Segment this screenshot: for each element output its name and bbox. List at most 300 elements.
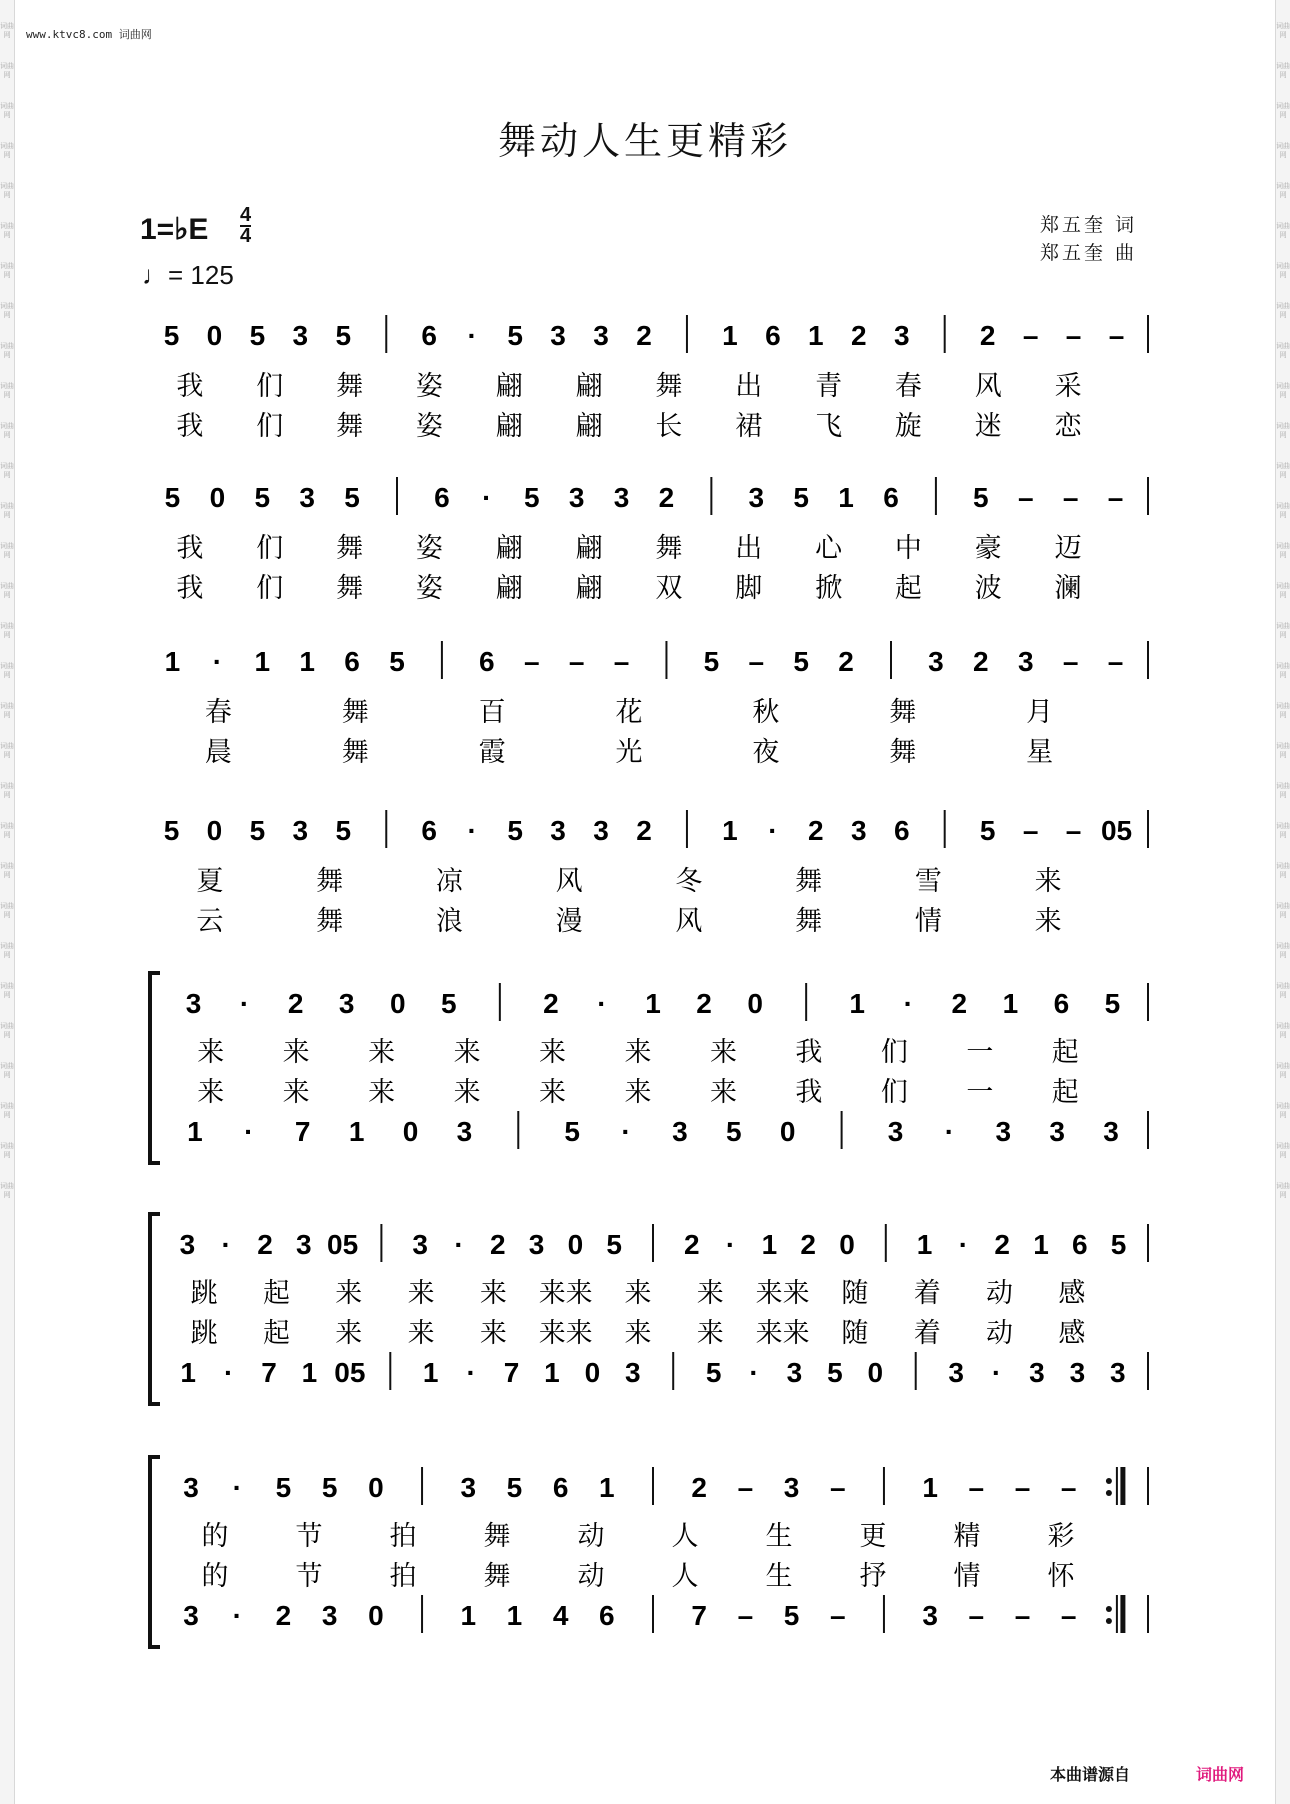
verse2-lyric: 来 bbox=[407, 1318, 435, 1349]
lower-voice-note: – bbox=[829, 1600, 846, 1631]
lower-voice-note: · bbox=[244, 1116, 254, 1147]
melody-note: 3 bbox=[299, 482, 315, 513]
verse1-lyric: 翩 bbox=[575, 371, 603, 402]
lower-voice-note: 5 bbox=[827, 1357, 843, 1388]
verse1-lyric: 来 bbox=[479, 1278, 507, 1309]
verse1-lyric: 们 bbox=[880, 1037, 908, 1068]
side-watermark-text: 词曲网 bbox=[0, 62, 14, 79]
side-watermark-text: 词曲网 bbox=[0, 262, 14, 279]
melody-note: 3 bbox=[550, 320, 566, 351]
verse2-lyric: 霞 bbox=[478, 737, 506, 768]
melody-note: 1 bbox=[164, 646, 181, 677]
side-watermark-text: 词曲网 bbox=[1276, 222, 1290, 239]
verse1-lyric: 舞 bbox=[336, 371, 364, 402]
lower-voice-note: – bbox=[1060, 1600, 1077, 1631]
melody-note: – bbox=[568, 646, 585, 677]
upper-voice-note: 2 bbox=[696, 988, 712, 1019]
upper-voice-note: 2 bbox=[951, 988, 968, 1019]
melody-note: 3 bbox=[748, 482, 765, 513]
verse2-lyric: 星 bbox=[1026, 737, 1054, 768]
upper-voice-note: · bbox=[725, 1229, 736, 1260]
melody-note: 5 bbox=[507, 320, 523, 351]
verse2-lyric: 跳 bbox=[190, 1318, 218, 1349]
melody-note: – bbox=[1065, 320, 1082, 351]
side-watermark-text: 词曲网 bbox=[1276, 862, 1290, 879]
side-watermark-text: 词曲网 bbox=[1276, 1182, 1290, 1199]
side-watermark-text: 词曲网 bbox=[0, 1022, 14, 1039]
upper-voice-note: 1 bbox=[1002, 988, 1019, 1019]
upper-voice-note: 5 bbox=[506, 1472, 523, 1503]
verse1-lyric: 们 bbox=[256, 371, 284, 402]
verse1-lyric: 拍 bbox=[389, 1521, 417, 1552]
verse2-lyric: 来 bbox=[453, 1077, 481, 1108]
verse2-lyric: 翩 bbox=[575, 411, 603, 442]
side-watermark-text: 词曲网 bbox=[1276, 942, 1290, 959]
melody-note: – bbox=[1022, 815, 1039, 846]
lower-voice-note: 3 bbox=[456, 1116, 473, 1147]
verse2-lyric: 舞 bbox=[316, 906, 344, 937]
upper-voice-note: 3 bbox=[412, 1229, 428, 1260]
side-watermark-text: 词曲网 bbox=[1276, 742, 1290, 759]
verse2-lyric: 情 bbox=[953, 1561, 981, 1592]
lower-voice-repeat-dot bbox=[1106, 1606, 1112, 1612]
footer-source: 本曲谱源自 bbox=[1050, 1765, 1131, 1784]
side-watermark-text: 词曲网 bbox=[1276, 302, 1290, 319]
verse1-lyric: 中 bbox=[894, 533, 922, 564]
verse2-lyric: 们 bbox=[256, 573, 284, 604]
verse2-lyric: 舞 bbox=[795, 906, 823, 937]
side-watermark-text: 词曲网 bbox=[1276, 62, 1290, 79]
upper-voice-note: · bbox=[597, 988, 607, 1019]
verse1-lyric: 豪 bbox=[974, 533, 1002, 564]
melody-note: 5 bbox=[979, 815, 996, 846]
verse2-lyric: 们 bbox=[880, 1077, 908, 1108]
verse1-lyric: 风 bbox=[555, 866, 583, 897]
upper-voice-note: 2 bbox=[994, 1229, 1010, 1260]
verse1-lyric: 一 bbox=[966, 1037, 994, 1068]
verse2-lyric: 动 bbox=[577, 1561, 605, 1592]
lower-voice-note: 3 bbox=[887, 1116, 904, 1147]
lower-voice-note: – bbox=[968, 1600, 985, 1631]
upper-voice-note: 2 bbox=[691, 1472, 707, 1503]
side-watermark-text: 词曲网 bbox=[1276, 542, 1290, 559]
melody-note: 5 bbox=[254, 482, 271, 513]
lower-voice-note: 1 bbox=[301, 1357, 318, 1388]
upper-voice-note: 2 bbox=[257, 1229, 273, 1260]
upper-voice-repeat-dot bbox=[1106, 1478, 1112, 1484]
verse1-lyric: 来 bbox=[1034, 866, 1062, 897]
composer-credit: 郑五奎 曲 bbox=[1040, 242, 1138, 264]
verse1-lyric: 来 bbox=[696, 1278, 724, 1309]
verse1-lyric: 夏 bbox=[196, 866, 224, 897]
lyricist-credit: 郑五奎 词 bbox=[1040, 214, 1138, 236]
side-watermark-text: 词曲网 bbox=[0, 542, 14, 559]
lower-voice-note: 3 bbox=[1069, 1357, 1086, 1388]
upper-voice-note: 6 bbox=[552, 1472, 569, 1503]
verse2-lyric: 来来 bbox=[538, 1318, 593, 1349]
upper-voice-note: 5 bbox=[1110, 1229, 1127, 1260]
verse1-lyric: 来来 bbox=[538, 1278, 593, 1309]
lower-voice-note: 1 bbox=[348, 1116, 365, 1147]
verse2-lyric: 迷 bbox=[974, 411, 1002, 442]
side-watermark-text: 词曲网 bbox=[0, 982, 14, 999]
verse1-lyric: 舞 bbox=[336, 533, 364, 564]
side-watermark-text: 词曲网 bbox=[0, 502, 14, 519]
melody-note: 2 bbox=[973, 646, 989, 677]
melody-note: 5 bbox=[389, 646, 405, 677]
verse2-lyric: 动 bbox=[986, 1318, 1014, 1349]
melody-note: 5 bbox=[249, 320, 266, 351]
melody-note: 5 bbox=[335, 320, 352, 351]
verse2-lyric: 一 bbox=[966, 1077, 994, 1108]
side-watermark-text: 词曲网 bbox=[0, 742, 14, 759]
melody-note: 05 bbox=[1100, 815, 1133, 846]
melody-note: 5 bbox=[163, 815, 180, 846]
verse1-lyric: 起 bbox=[262, 1278, 290, 1309]
verse2-lyric: 舞 bbox=[336, 573, 364, 604]
upper-voice-note: 0 bbox=[368, 1472, 384, 1503]
verse2-lyric: 姿 bbox=[415, 411, 443, 442]
verse2-lyric: 长 bbox=[655, 411, 683, 442]
melody-note: 3 bbox=[928, 646, 944, 677]
verse2-lyric: 起 bbox=[894, 573, 922, 604]
verse2-lyric: 舞 bbox=[336, 411, 364, 442]
tempo-mark: ♩= 125 bbox=[142, 260, 234, 290]
system-bracket bbox=[150, 1214, 160, 1404]
side-watermark-text: 词曲网 bbox=[1276, 702, 1290, 719]
verse2-lyric: 拍 bbox=[389, 1561, 417, 1592]
verse2-lyric: 恋 bbox=[1054, 411, 1082, 442]
verse1-lyric: 舞 bbox=[655, 371, 683, 402]
side-watermark-text: 词曲网 bbox=[0, 142, 14, 159]
upper-voice-note: – bbox=[1014, 1472, 1031, 1503]
lower-voice-note: 3 bbox=[183, 1600, 199, 1631]
lower-voice-note: 7 bbox=[503, 1357, 520, 1388]
melody-note: 2 bbox=[636, 815, 652, 846]
melody-note: 3 bbox=[568, 482, 585, 513]
verse2-lyric: 来 bbox=[282, 1077, 310, 1108]
upper-voice-note: 6 bbox=[1072, 1229, 1088, 1260]
side-watermark-text: 词曲网 bbox=[1276, 182, 1290, 199]
upper-voice-repeat-dot bbox=[1106, 1490, 1112, 1496]
verse1-lyric: 动 bbox=[577, 1521, 605, 1552]
side-watermark-text: 词曲网 bbox=[0, 1182, 14, 1199]
verse1-lyric: 来来 bbox=[755, 1278, 810, 1309]
lower-voice-note: 1 bbox=[460, 1600, 477, 1631]
verse2-lyric: 掀 bbox=[815, 573, 843, 604]
lower-voice-note: 1 bbox=[180, 1357, 196, 1388]
verse1-lyric: 感 bbox=[1058, 1278, 1086, 1309]
upper-voice-note: 3 bbox=[460, 1472, 477, 1503]
verse2-lyric: 澜 bbox=[1054, 573, 1082, 604]
verse1-lyric: 来 bbox=[197, 1037, 225, 1068]
side-watermark-text: 词曲网 bbox=[0, 622, 14, 639]
lower-voice-note: 3 bbox=[1049, 1116, 1065, 1147]
verse2-lyric: 浪 bbox=[435, 906, 463, 937]
melody-note: 3 bbox=[850, 815, 867, 846]
upper-voice-note: 2 bbox=[543, 988, 559, 1019]
upper-voice-note: 1 bbox=[645, 988, 661, 1019]
upper-voice-note: 1 bbox=[922, 1472, 938, 1503]
verse1-lyric: 翩 bbox=[495, 533, 523, 564]
melody-note: 5 bbox=[507, 815, 523, 846]
verse1-lyric: 来 bbox=[539, 1037, 567, 1068]
time-signature-top: 4 bbox=[240, 204, 252, 226]
lower-voice-note: · bbox=[232, 1600, 242, 1631]
lower-voice-note: 5 bbox=[726, 1116, 742, 1147]
melody-note: 6 bbox=[883, 482, 899, 513]
verse2-lyric: 风 bbox=[675, 906, 703, 937]
side-watermark-text: 词曲网 bbox=[1276, 502, 1290, 519]
side-watermark-text: 词曲网 bbox=[1276, 422, 1290, 439]
verse2-lyric: 感 bbox=[1058, 1318, 1086, 1349]
lower-voice-note: · bbox=[223, 1357, 234, 1388]
melody-note: 5 bbox=[249, 815, 266, 846]
verse2-lyric: 舞 bbox=[341, 737, 369, 768]
verse2-lyric: 起 bbox=[1051, 1077, 1079, 1108]
verse1-lyric: 出 bbox=[735, 533, 763, 564]
side-watermark-text: 词曲网 bbox=[1276, 262, 1290, 279]
melody-note: – bbox=[1062, 482, 1079, 513]
verse2-lyric: 来 bbox=[197, 1077, 225, 1108]
verse1-lyric: 姿 bbox=[415, 533, 443, 564]
upper-voice-note: 2 bbox=[800, 1229, 816, 1260]
side-watermark-text: 词曲网 bbox=[1276, 462, 1290, 479]
side-watermark-text: 词曲网 bbox=[1276, 822, 1290, 839]
melody-note: · bbox=[212, 646, 223, 677]
side-watermark-text: 词曲网 bbox=[1276, 382, 1290, 399]
side-watermark-text: 词曲网 bbox=[0, 1102, 14, 1119]
lower-voice-note: 05 bbox=[334, 1357, 366, 1388]
verse2-lyric: 来 bbox=[624, 1077, 652, 1108]
verse1-lyric: 冬 bbox=[675, 866, 703, 897]
verse2-lyric: 来 bbox=[368, 1077, 396, 1108]
verse2-lyric: 姿 bbox=[415, 573, 443, 604]
side-watermark-text: 词曲网 bbox=[1276, 1102, 1290, 1119]
side-watermark-text: 词曲网 bbox=[0, 462, 14, 479]
lower-voice-note: 3 bbox=[321, 1600, 338, 1631]
verse2-lyric: 裙 bbox=[735, 411, 763, 442]
upper-voice-note: · bbox=[221, 1229, 231, 1260]
melody-note: 3 bbox=[1017, 646, 1034, 677]
verse2-lyric: 节 bbox=[295, 1561, 323, 1592]
melody-note: 2 bbox=[658, 482, 675, 513]
melody-note: 1 bbox=[838, 482, 854, 513]
lower-voice-note: · bbox=[991, 1357, 1002, 1388]
melody-note: 6 bbox=[893, 815, 910, 846]
side-watermark-text: 词曲网 bbox=[1276, 982, 1290, 999]
verse2-lyric: 云 bbox=[196, 906, 224, 937]
lower-voice-note: 1 bbox=[187, 1116, 203, 1147]
lower-voice-note: 5 bbox=[564, 1116, 580, 1147]
melody-note: 6 bbox=[344, 646, 360, 677]
side-watermark-text: 词曲网 bbox=[1276, 902, 1290, 919]
side-watermark-text: 词曲网 bbox=[0, 222, 14, 239]
lower-voice-note: 7 bbox=[261, 1357, 277, 1388]
verse1-lyric: 的 bbox=[201, 1521, 229, 1552]
verse2-lyric: 来 bbox=[539, 1077, 567, 1108]
verse1-lyric: 起 bbox=[1051, 1037, 1079, 1068]
lower-voice-note: 3 bbox=[625, 1357, 641, 1388]
side-watermark-text: 词曲网 bbox=[1276, 582, 1290, 599]
verse1-lyric: 我 bbox=[795, 1037, 823, 1068]
verse2-lyric: 起 bbox=[262, 1318, 290, 1349]
melody-note: 5 bbox=[344, 482, 360, 513]
verse2-lyric: 来 bbox=[696, 1318, 724, 1349]
upper-voice-note: 1 bbox=[916, 1229, 933, 1260]
verse2-lyric: 的 bbox=[201, 1561, 229, 1592]
lower-voice-note: · bbox=[621, 1116, 631, 1147]
verse1-lyric: 我 bbox=[176, 371, 204, 402]
verse2-lyric: 翩 bbox=[575, 573, 603, 604]
verse2-lyric: 光 bbox=[615, 737, 643, 768]
verse2-lyric: 翩 bbox=[495, 411, 523, 442]
melody-note: 2 bbox=[850, 320, 867, 351]
lower-voice-note: 5 bbox=[705, 1357, 722, 1388]
melody-note: · bbox=[467, 815, 477, 846]
melody-note: – bbox=[613, 646, 630, 677]
verse1-lyric: 青 bbox=[815, 371, 843, 402]
lower-voice-note: 1 bbox=[422, 1357, 439, 1388]
melody-note: 3 bbox=[593, 320, 609, 351]
side-watermark-text: 词曲网 bbox=[0, 1142, 14, 1159]
time-signature-bottom: 4 bbox=[240, 225, 252, 247]
lower-voice-note: 3 bbox=[672, 1116, 688, 1147]
melody-note: 2 bbox=[636, 320, 652, 351]
verse2-lyric: 来 bbox=[479, 1318, 507, 1349]
upper-voice-note: · bbox=[239, 988, 250, 1019]
verse1-lyric: 着 bbox=[913, 1278, 941, 1309]
side-watermark-text: 词曲网 bbox=[0, 942, 14, 959]
verse1-lyric: 更 bbox=[859, 1521, 887, 1552]
side-watermark-text: 词曲网 bbox=[0, 182, 14, 199]
verse2-lyric: 来 bbox=[709, 1077, 737, 1108]
verse2-lyric: 们 bbox=[256, 411, 284, 442]
side-watermark-text: 词曲网 bbox=[0, 382, 14, 399]
verse1-lyric: 雪 bbox=[914, 866, 942, 897]
verse2-lyric: 脚 bbox=[735, 573, 763, 604]
upper-voice-note: 6 bbox=[1053, 988, 1070, 1019]
verse1-lyric: 心 bbox=[815, 533, 843, 564]
upper-voice-note: – bbox=[829, 1472, 846, 1503]
verse1-lyric: 舞 bbox=[341, 697, 369, 728]
melody-note: 6 bbox=[765, 320, 781, 351]
lower-voice-note: 3 bbox=[1110, 1357, 1126, 1388]
lower-voice-note: 4 bbox=[552, 1600, 569, 1631]
key-signature: 1=♭E bbox=[140, 213, 209, 246]
verse2-lyric: 来 bbox=[1034, 906, 1062, 937]
side-watermark-text: 词曲网 bbox=[1276, 782, 1290, 799]
side-watermark-text: 词曲网 bbox=[0, 822, 14, 839]
lower-voice-note: 3 bbox=[1103, 1116, 1119, 1147]
side-watermark-text: 词曲网 bbox=[0, 902, 14, 919]
verse2-lyric: 来 bbox=[335, 1318, 363, 1349]
verse1-lyric: 跳 bbox=[190, 1278, 218, 1309]
verse2-lyric: 我 bbox=[176, 411, 204, 442]
upper-voice-note: 1 bbox=[761, 1229, 778, 1260]
verse2-lyric: 生 bbox=[765, 1561, 793, 1592]
side-watermark-text: 词曲网 bbox=[0, 422, 14, 439]
melody-note: 5 bbox=[973, 482, 989, 513]
side-watermark-text: 词曲网 bbox=[1276, 1142, 1290, 1159]
verse2-lyric: 情 bbox=[914, 906, 942, 937]
upper-voice-note: 3 bbox=[783, 1472, 800, 1503]
melody-note: – bbox=[523, 646, 540, 677]
upper-voice-note: 1 bbox=[849, 988, 865, 1019]
lower-voice-note: 0 bbox=[779, 1116, 796, 1147]
upper-voice-note: – bbox=[737, 1472, 754, 1503]
lower-voice-note: 3 bbox=[786, 1357, 803, 1388]
melody-note: · bbox=[482, 482, 492, 513]
song-title: 舞动人生更精彩 bbox=[497, 119, 792, 163]
side-watermark-text: 词曲网 bbox=[0, 1062, 14, 1079]
verse2-lyric: 翩 bbox=[495, 573, 523, 604]
verse1-lyric: 出 bbox=[735, 371, 763, 402]
melody-note: 1 bbox=[808, 320, 824, 351]
upper-voice-note: 0 bbox=[389, 988, 406, 1019]
verse2-lyric: 飞 bbox=[815, 411, 843, 442]
verse1-lyric: 舞 bbox=[316, 866, 344, 897]
verse1-lyric: 月 bbox=[1026, 697, 1054, 728]
verse1-lyric: 春 bbox=[204, 697, 232, 728]
verse2-lyric: 漫 bbox=[555, 906, 583, 937]
side-watermark-text: 词曲网 bbox=[1276, 142, 1290, 159]
side-watermark-text: 词曲网 bbox=[0, 302, 14, 319]
melody-note: 6 bbox=[434, 482, 450, 513]
side-watermark-text: 词曲网 bbox=[0, 582, 14, 599]
upper-voice-note: – bbox=[968, 1472, 985, 1503]
melody-note: – bbox=[1062, 646, 1079, 677]
melody-note: 0 bbox=[206, 815, 223, 846]
melody-note: 6 bbox=[421, 815, 438, 846]
lower-voice-note: 0 bbox=[368, 1600, 384, 1631]
melody-note: – bbox=[1022, 320, 1039, 351]
verse1-lyric: 们 bbox=[256, 533, 284, 564]
verse1-lyric: 生 bbox=[765, 1521, 793, 1552]
melody-note: 3 bbox=[292, 815, 309, 846]
lower-voice-note: – bbox=[1014, 1600, 1031, 1631]
side-watermark-text: 词曲网 bbox=[1276, 1062, 1290, 1079]
system-bracket bbox=[150, 973, 160, 1163]
side-watermark-text: 词曲网 bbox=[1276, 1022, 1290, 1039]
lower-voice-note: · bbox=[466, 1357, 476, 1388]
verse1-lyric: 花 bbox=[615, 697, 643, 728]
verse1-lyric: 翩 bbox=[495, 371, 523, 402]
side-watermark-text: 词曲网 bbox=[0, 102, 14, 119]
verse1-lyric: 百 bbox=[478, 697, 506, 728]
verse1-lyric: 随 bbox=[841, 1278, 869, 1309]
verse1-lyric: 采 bbox=[1054, 371, 1082, 402]
upper-voice-note: 1 bbox=[599, 1472, 615, 1503]
upper-voice-note: 5 bbox=[441, 988, 457, 1019]
verse1-lyric: 我 bbox=[176, 533, 204, 564]
verse2-lyric: 随 bbox=[841, 1318, 869, 1349]
verse1-lyric: 来 bbox=[282, 1037, 310, 1068]
lower-voice-note: 2 bbox=[275, 1600, 292, 1631]
melody-note: 0 bbox=[209, 482, 226, 513]
verse2-lyric: 着 bbox=[913, 1318, 941, 1349]
verse1-lyric: 姿 bbox=[415, 371, 443, 402]
side-watermark-text: 词曲网 bbox=[1276, 342, 1290, 359]
side-watermark-text: 词曲网 bbox=[1276, 662, 1290, 679]
melody-note: 2 bbox=[838, 646, 854, 677]
lower-voice-note: 7 bbox=[294, 1116, 311, 1147]
verse2-lyric: 我 bbox=[176, 573, 204, 604]
verse2-lyric: 舞 bbox=[483, 1561, 511, 1592]
upper-voice-note: · bbox=[454, 1229, 464, 1260]
side-watermark-text: 词曲网 bbox=[0, 702, 14, 719]
lower-voice-note: 3 bbox=[995, 1116, 1012, 1147]
